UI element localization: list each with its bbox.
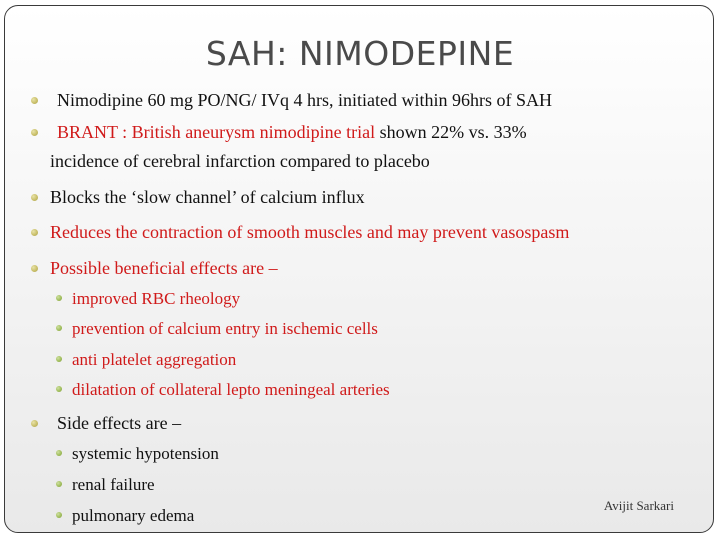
brant-trial-name: BRANT : British aneurysm nimodipine trial bbox=[57, 122, 376, 142]
bullet-dot bbox=[31, 97, 38, 104]
bullet-dot bbox=[31, 194, 38, 201]
sub-bullet-rbc-rheology: improved RBC rheology bbox=[72, 289, 241, 308]
sub-bullet-dot bbox=[56, 356, 62, 362]
bullet-dot bbox=[31, 229, 38, 236]
bullet-dot bbox=[31, 265, 38, 272]
sub-bullet-antiplatelet: anti platelet aggregation bbox=[72, 350, 237, 369]
bullet-beneficial-effects: Possible beneficial effects are – bbox=[50, 258, 278, 278]
sub-bullet-pulmonary-edema: pulmonary edema bbox=[72, 506, 195, 525]
sub-bullet-dot bbox=[56, 325, 62, 331]
sub-bullet-calcium-entry: prevention of calcium entry in ischemic cells bbox=[72, 319, 378, 338]
sub-bullet-collateral-arteries: dilatation of collateral lepto meningeal arteries bbox=[72, 380, 390, 399]
bullet-dot bbox=[31, 420, 38, 427]
brant-trial-result: shown 22% vs. 33% bbox=[375, 122, 527, 142]
sub-bullet-dot bbox=[56, 450, 62, 456]
bullet-brant-trial bbox=[57, 120, 527, 145]
author-footer: Avijit Sarkari bbox=[603, 498, 674, 513]
bullet-brant-continuation: incidence of cerebral infarction compared to placebo bbox=[50, 151, 430, 171]
bullet-slow-channel: Blocks the ‘slow channel’ of calcium influx bbox=[50, 187, 365, 207]
bullet-smooth-muscle: Reduces the contraction of smooth muscles and may prevent vasospasm bbox=[50, 222, 570, 242]
sub-bullet-dot bbox=[56, 481, 62, 487]
slide-title: SAH: NIMODEPINE bbox=[205, 34, 515, 73]
bullet-nimodipine-dose: Nimodipine 60 mg PO/NG/ IVq 4 hrs, initiated within 96hrs of SAH bbox=[57, 90, 552, 110]
sub-bullet-dot bbox=[56, 386, 62, 392]
bullet-side-effects: Side effects are – bbox=[57, 413, 182, 433]
sub-bullet-dot bbox=[56, 295, 62, 301]
sub-bullet-renal-failure: renal failure bbox=[72, 475, 155, 494]
bullet-dot bbox=[31, 129, 38, 136]
sub-bullet-hypotension: systemic hypotension bbox=[72, 444, 219, 463]
sub-bullet-dot bbox=[56, 512, 62, 518]
